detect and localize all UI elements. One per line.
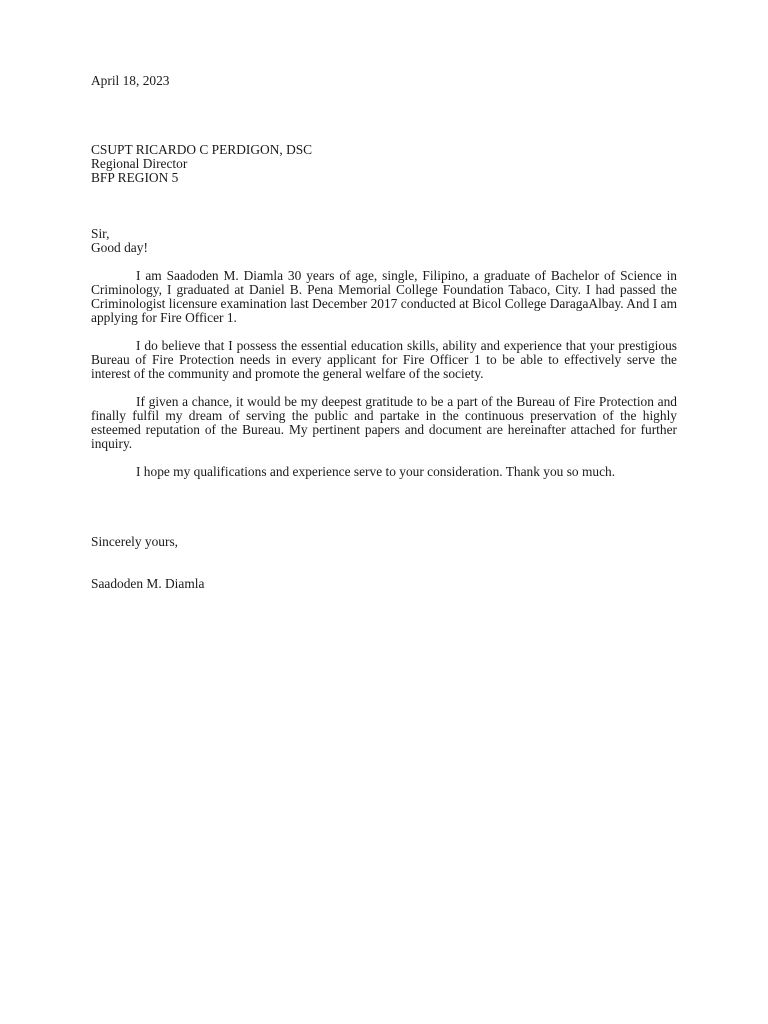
body-paragraph-3: If given a chance, it would be my deepest gratitude to be a part of the Bureau of Fire Protection and finally fulfil my dream of serving the public and partake in the continuous preservation of the highly esteemed reputation of the Bureau. My pertinent papers and document are hereinafter attached for further inquiry. [91,394,677,451]
body-paragraph-1: I am Saadoden M. Diamla 30 years of age, single, Filipino, a graduate of Bachelor of Science in Criminology, I graduated at Daniel B. Pena Memorial College Foundation Tabaco, City. I had passed the Criminologist licensure examination last December 2017 conducted at Bicol College DaragaAlbay. And I am applying for Fire Officer 1. [91,268,677,325]
salutation: Sir, [91,226,110,241]
letter-date: April 18, 2023 [91,73,170,88]
recipient-name: CSUPT RICARDO C PERDIGON, DSC [91,142,313,157]
signature-name: Saadoden M. Diamla [91,576,205,591]
recipient-office: BFP REGION 5 [91,170,179,185]
greeting: Good day! [91,240,148,255]
recipient-title: Regional Director [91,156,188,171]
body-paragraph-2: I do believe that I possess the essential education skills, ability and experience that your prestigious Bureau of Fire Protection needs in every applicant for Fire Officer 1 to be able to effectively serve the interest of the community and promote the general welfare of the society. [91,338,677,381]
body-paragraph-4: I hope my qualifications and experience serve to your consideration. Thank you so much. [136,464,616,479]
closing: Sincerely yours, [91,534,179,549]
